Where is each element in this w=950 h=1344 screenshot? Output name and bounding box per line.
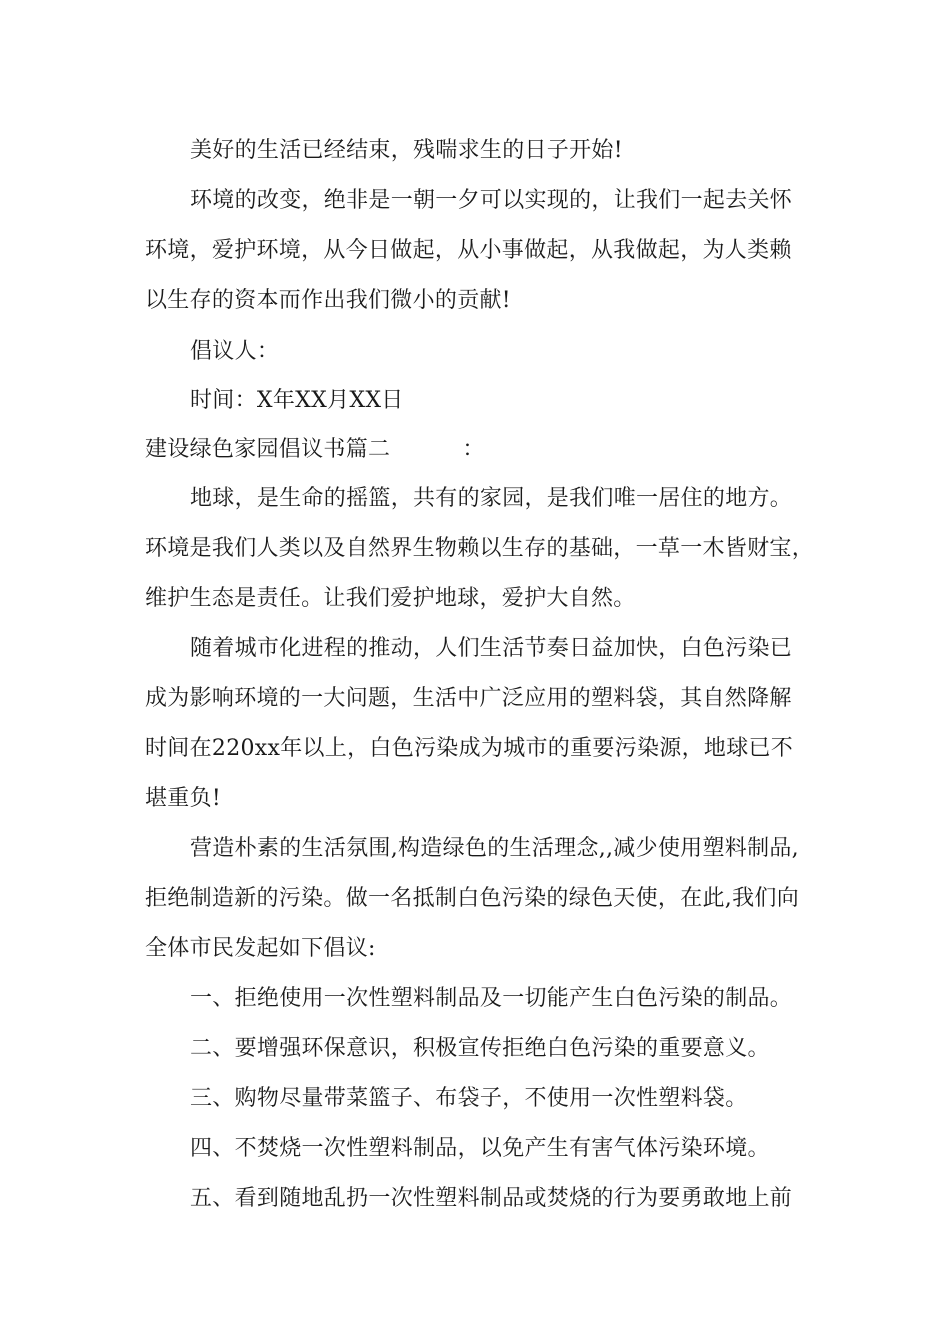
date-line: 时间：X年XX月XX日 xyxy=(190,388,404,413)
paragraph-line: 营造朴素的生活氛围,构造绿色的生活理念,,减少使用塑料制品, xyxy=(190,836,799,861)
section-heading xyxy=(145,435,815,465)
list-item: 五、看到随地乱扔一次性塑料制品或焚烧的行为要勇敢地上前 xyxy=(190,1186,793,1211)
paragraph-line: 堪重负! xyxy=(145,786,222,811)
paragraph-line: 维护生态是责任。让我们爱护地球，爱护大自然。 xyxy=(145,586,636,611)
paragraph-line: 拒绝制造新的污染。做一名抵制白色污染的绿色天使，在此,我们向 xyxy=(145,886,799,911)
paragraph-line: 随着城市化进程的推动，人们生活节奏日益加快，白色污染已 xyxy=(190,636,793,661)
signer-line: 倡议人： xyxy=(190,339,280,364)
section-heading-title: 建设绿色家园倡议书篇二 xyxy=(145,437,391,462)
paragraph-line: 环境，爱护环境，从今日做起，从小事做起，从我做起，为人类赖 xyxy=(145,238,792,263)
paragraph-line: 全体市民发起如下倡议: xyxy=(145,936,376,961)
list-item: 二、要增强环保意识，积极宣传拒绝白色污染的重要意义。 xyxy=(190,1036,770,1061)
paragraph-line: 时间在220xx年以上，白色污染成为城市的重要污染源，地球已不 xyxy=(145,736,794,761)
list-item: 三、购物尽量带菜篮子、布袋子，不使用一次性塑料袋。 xyxy=(190,1086,748,1111)
paragraph-line: 以生存的资本而作出我们微小的贡献! xyxy=(145,288,511,313)
paragraph-line: 成为影响环境的一大问题，生活中广泛应用的塑料袋，其自然降解 xyxy=(145,686,792,711)
section-heading-colon: ： xyxy=(462,437,485,462)
list-item: 四、不焚烧一次性塑料制品，以免产生有害气体污染环境。 xyxy=(190,1136,770,1161)
list-item: 一、拒绝使用一次性塑料制品及一切能产生白色污染的制品。 xyxy=(190,986,793,1011)
paragraph-line: 美好的生活已经结束，残喘求生的日子开始! xyxy=(190,138,623,163)
paragraph-line: 环境是我们人类以及自然界生物赖以生存的基础，一草一木皆财宝， xyxy=(145,536,815,561)
paragraph-line: 地球，是生命的摇篮，共有的家园，是我们唯一居住的地方。 xyxy=(190,486,793,511)
paragraph-line: 环境的改变，绝非是一朝一夕可以实现的，让我们一起去关怀 xyxy=(190,188,793,213)
